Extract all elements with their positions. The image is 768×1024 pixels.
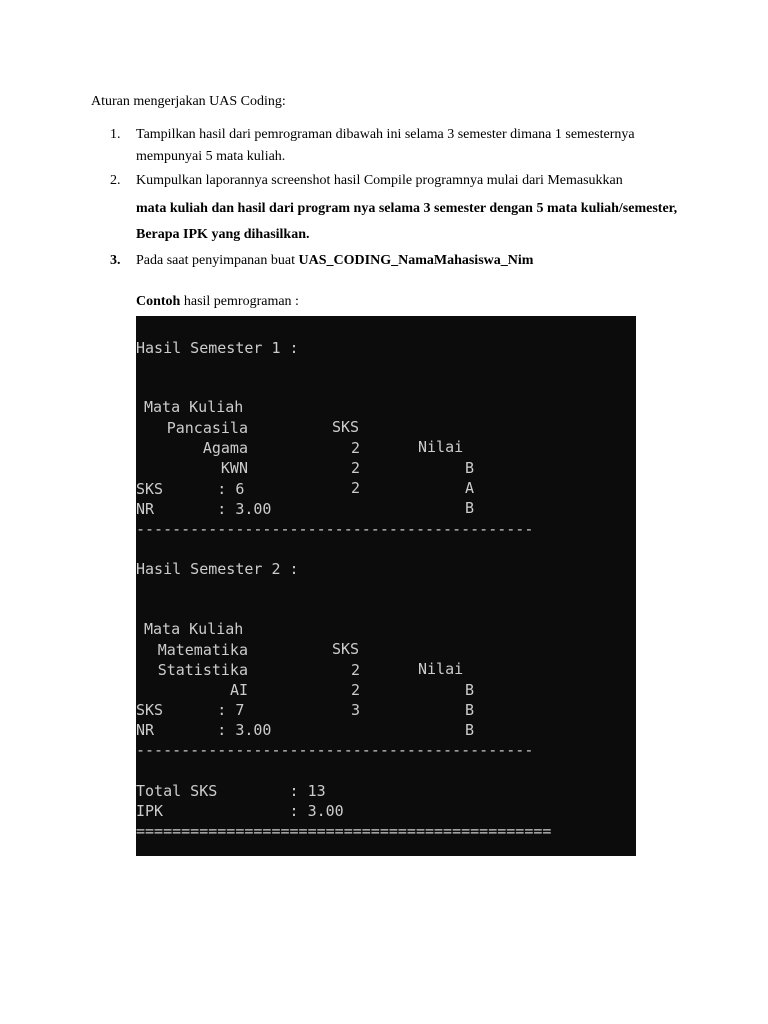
course-name: Statistika — [157, 661, 248, 679]
course-sks: 2 — [351, 439, 361, 457]
course-grade: B — [465, 681, 475, 699]
rule-number: 1. — [110, 127, 121, 142]
rule-1 — [110, 124, 680, 168]
final-separator: ============================================== — [136, 822, 552, 840]
course-grade: B — [465, 721, 475, 739]
separator: -------------------------------------------- — [136, 520, 534, 538]
rule-2 — [110, 170, 680, 248]
rule-text: Kumpulkan laporannya screenshot hasil Compile programnya mulai dari Memasukkan — [136, 173, 623, 188]
course-grade: A — [465, 479, 475, 497]
course-grade: B — [465, 499, 475, 517]
ipk-value: IPK : 3.00 — [136, 802, 344, 820]
rule-number: 3. — [110, 253, 121, 268]
rule-text: Pada saat penyimpanan buat — [136, 253, 299, 268]
course-name: Matematika — [157, 641, 248, 659]
sks-total: SKS : 7 — [136, 701, 245, 719]
rule-bold-text: mata kuliah dan hasil dari program nya selama 3 semester dengan 5 mata kuliah/semester, Berapa IPK yang dihasilkan. — [136, 201, 678, 242]
course-grade: B — [465, 459, 475, 477]
separator: -------------------------------------------- — [136, 741, 534, 759]
rules-list — [110, 124, 680, 274]
header-sks: SKS — [332, 640, 360, 658]
rule-3 — [110, 250, 680, 272]
course-sks: 2 — [351, 479, 361, 497]
course-grade: B — [465, 701, 475, 719]
nr-value: NR : 3.00 — [136, 500, 272, 518]
header-grade: Nilai — [418, 660, 464, 678]
example-rest: hasil pemrograman : — [180, 294, 299, 309]
course-name: AI — [229, 681, 248, 699]
example-bold: Contoh — [136, 294, 181, 309]
header-sks: SKS — [332, 418, 360, 436]
header-course: Mata Kuliah — [144, 620, 244, 638]
sks-total: SKS : 6 — [136, 480, 245, 498]
example-caption — [136, 294, 299, 310]
heading: Aturan mengerjakan UAS Coding: — [91, 94, 286, 109]
total-sks: Total SKS : 13 — [136, 782, 326, 800]
rule-bold-text: UAS_CODING_NamaMahasiswa_Nim — [298, 253, 534, 268]
console-output — [136, 316, 636, 856]
course-sks: 2 — [351, 661, 361, 679]
course-name: KWN — [220, 459, 248, 477]
semester-title: Hasil Semester 2 : — [136, 560, 299, 578]
course-sks: 2 — [351, 681, 361, 699]
course-name: Agama — [202, 439, 248, 457]
rule-text: Tampilkan hasil dari pemrograman dibawah ini selama 3 semester dimana 1 semesternya mempunyai 5 mata kuliah. — [136, 127, 635, 164]
nr-value: NR : 3.00 — [136, 721, 272, 739]
course-sks: 2 — [351, 459, 361, 477]
semester-title: Hasil Semester 1 : — [136, 339, 299, 357]
course-name: Pancasila — [166, 419, 248, 437]
header-course: Mata Kuliah — [144, 398, 244, 416]
course-sks: 3 — [351, 701, 361, 719]
rule-number: 2. — [110, 173, 121, 188]
header-grade: Nilai — [418, 438, 464, 456]
